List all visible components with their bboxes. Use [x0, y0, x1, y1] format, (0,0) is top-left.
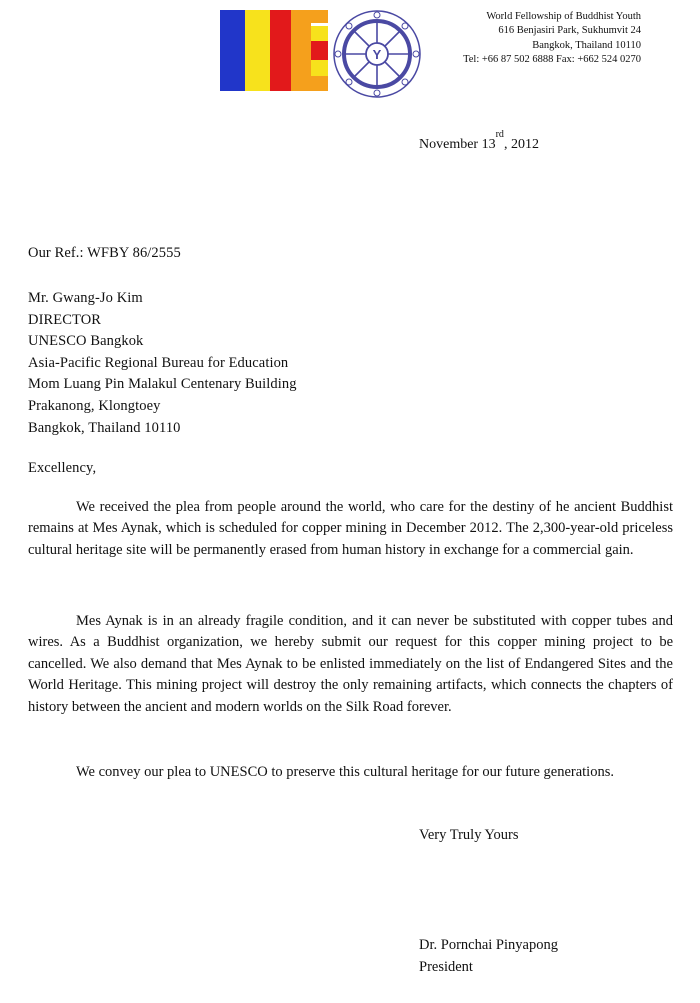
recipient-line: DIRECTOR [28, 311, 102, 328]
date-year: , 2012 [503, 137, 539, 152]
e-logo [291, 10, 329, 91]
flag-stripe-blue [220, 10, 245, 91]
buddhist-flag-logo [220, 10, 300, 91]
org-name: World Fellowship of Buddhist Youth [486, 11, 641, 22]
body-paragraph: We convey our plea to UNESCO to preserve this cultural heritage for our future generations. [76, 764, 614, 780]
recipient-line: Mr. Gwang-Jo Kim [28, 290, 143, 306]
signature-block [419, 934, 558, 978]
wheel-symbol: Y [372, 47, 382, 62]
flag-stripe-yellow [245, 10, 270, 91]
recipient-line: Bangkok, Thailand 10110 [28, 419, 181, 436]
org-address-line1: 616 Benjasiri Park, Sukhumvit 24 [498, 25, 641, 37]
org-contact: Tel: +66 87 502 6888 Fax: +662 524 0270 [463, 53, 641, 65]
dharma-wheel-logo [332, 9, 422, 99]
signatory-name: Dr. Pornchai Pinyapong [419, 937, 558, 953]
date-prefix: November 13 [419, 137, 496, 152]
recipient-line: Mom Luang Pin Malakul Centenary Building [28, 376, 297, 393]
recipient-line: Asia-Pacific Regional Bureau for Education [28, 354, 289, 371]
body-paragraph: Mes Aynak is in an already fragile condition, and it can never be substituted with copper tubes and wires. As a Buddhist organization, we hereby submit our request for this copper mining project to be cancelled. We also demand that Mes Aynak to be enlisted immediately on the list of Endangered Sites and the World Heritage. This mining project will destroy the only remaining artifacts, which connects the chapters of history between the ancient and modern worlds on the Silk Road forever. [28, 613, 673, 715]
reference-number: Our Ref.: WFBY 86/2555 [28, 245, 181, 261]
org-address-line2: Bangkok, Thailand 10110 [532, 39, 641, 51]
salutation: Excellency, [28, 460, 97, 476]
date-suffix: rd [495, 129, 504, 140]
letterhead-address [463, 10, 641, 67]
recipient-line: Prakanong, Klongtoey [28, 397, 161, 414]
body-paragraph: We received the plea from people around the world, who care for the destiny of he ancient Buddhist remains at Mes Aynak, which is scheduled for copper mining in December 2012. The 2,300-year-old priceless cultural heritage site will be permanently erased from human history in exchange for a commercial gain. [28, 499, 673, 558]
recipient-address [28, 288, 297, 439]
signatory-title: President [419, 959, 473, 975]
letter-date [419, 129, 539, 153]
closing-phrase: Very Truly Yours [419, 827, 519, 843]
recipient-line: UNESCO Bangkok [28, 333, 144, 350]
